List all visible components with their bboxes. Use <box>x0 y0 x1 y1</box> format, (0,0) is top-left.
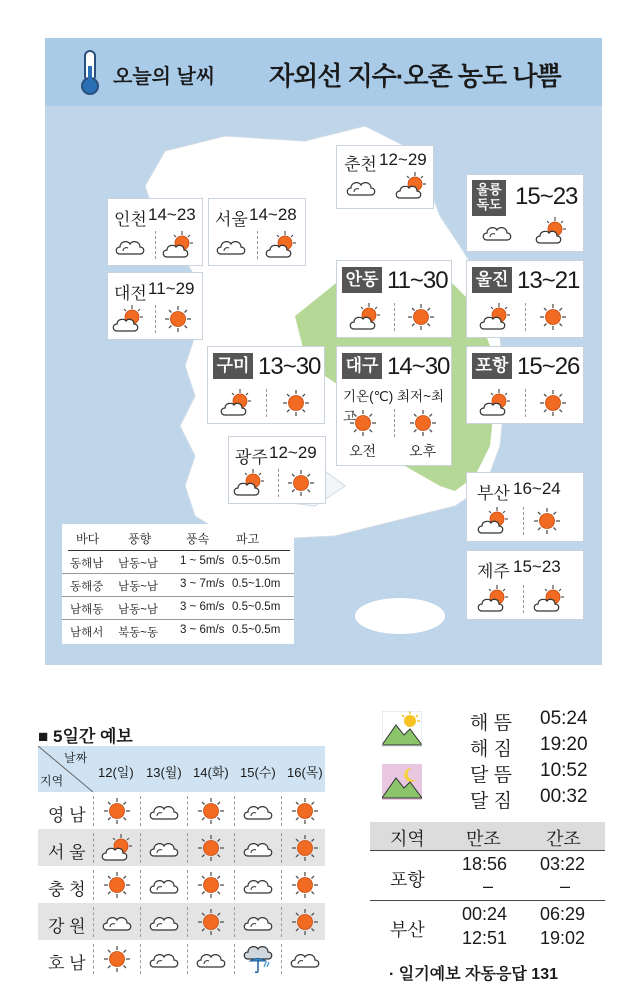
day-header: 12(일) <box>98 765 134 780</box>
sunset-time: 19:20 <box>540 734 588 755</box>
sea-table: 바다 풍향 풍속 파고 동해남 남동~남 1 ~ 5m/s 0.5~0.5m 동해중 남동~남 3 ~ 7m/s 0.5~1.0m 남해동 남동~남 3 ~ 6m/s 0.5~0.5m 남해서 북동~동 3 ~ 6m/s 0.5~0.5m <box>62 524 294 644</box>
moonrise-time: 10:52 <box>540 760 588 781</box>
partly-sunny-icon <box>479 389 511 422</box>
sunny-icon <box>164 305 192 338</box>
city-tag-ulleung: 울릉 독도 <box>472 180 506 216</box>
moonset-time: 00:32 <box>540 786 588 807</box>
sunny-icon <box>197 797 225 825</box>
city-card-daejeon: 대전 11~29 <box>107 272 203 340</box>
city-tag-uljin: 울진 <box>472 267 512 293</box>
city-card-uljin: 울진 13~21 <box>466 260 584 338</box>
partly-sunny-icon <box>265 231 297 264</box>
sunny-icon <box>349 409 377 442</box>
cloudy-icon <box>148 800 180 822</box>
sunny-icon <box>407 303 435 336</box>
sea-row: 동해중 남동~남 3 ~ 7m/s 0.5~1.0m <box>62 574 294 597</box>
day-header: 15(수) <box>240 765 276 780</box>
city-card-busan: 부산 16~24 <box>466 472 584 542</box>
sunny-icon <box>291 871 319 899</box>
partly-sunny-icon <box>533 585 565 618</box>
sunny-icon <box>291 797 319 825</box>
city-card-seoul: 서울 14~28 <box>208 198 306 266</box>
sunny-icon <box>103 797 131 825</box>
sunny-icon <box>287 469 315 502</box>
partly-sunny-icon <box>162 231 194 264</box>
day-header: 14(화) <box>193 765 229 780</box>
sea-row: 남해서 북동~동 3 ~ 6m/s 0.5~0.5m <box>70 624 281 639</box>
sunny-icon <box>282 389 310 422</box>
auto-response-number: · 일기예보 자동응답 131 <box>389 966 559 983</box>
partly-sunny-icon <box>112 305 144 338</box>
sunny-icon <box>533 507 561 540</box>
city-card-chuncheon: 춘천 12~29 <box>336 145 434 209</box>
forecast-region: 서 울 <box>48 843 86 862</box>
sunny-icon <box>197 908 225 936</box>
tide-region: 부산 <box>390 920 425 940</box>
title-bar <box>45 38 602 106</box>
cloudy-icon <box>345 176 377 203</box>
sunrise-time: 05:24 <box>540 708 588 729</box>
sunny-icon <box>539 389 567 422</box>
city-card-gumi: 구미 13~30 <box>207 346 325 424</box>
cloudy-icon <box>481 221 513 248</box>
sunny-icon <box>409 409 437 442</box>
forecast-row <box>38 792 325 829</box>
sunny-icon <box>539 303 567 336</box>
partly-sunny-icon <box>477 507 509 540</box>
cloudy-icon <box>195 948 227 970</box>
moonrise-icon <box>382 764 422 800</box>
day-header: 16(목) <box>287 765 323 780</box>
cloudy-icon <box>242 837 274 859</box>
partly-sunny-icon <box>101 834 133 862</box>
city-card-incheon: 인천 14~23 <box>107 198 203 266</box>
sunny-icon <box>197 871 225 899</box>
legend-temp-label: 기온(℃) 최저~최고 <box>343 389 444 424</box>
cloudy-icon <box>242 800 274 822</box>
cloudy-icon <box>148 874 180 896</box>
forecast-row <box>38 903 325 940</box>
cloudy-icon <box>242 911 274 933</box>
cloudy-icon <box>148 911 180 933</box>
sunset-label: 해 짐 <box>470 739 512 760</box>
legend-pm: 오후 <box>409 443 437 459</box>
jeju-island <box>355 598 445 634</box>
tide-region: 포항 <box>390 870 425 890</box>
forecast-region: 충 청 <box>48 880 86 899</box>
city-card-andong: 안동 11~30 <box>336 260 452 338</box>
cloudy-icon <box>148 948 180 970</box>
sunrise-label: 해 뜸 <box>470 713 512 734</box>
sunny-icon <box>291 908 319 936</box>
moonrise-label: 달 뜸 <box>470 765 512 786</box>
sunrise-icon <box>382 711 422 747</box>
city-card-pohang: 포항 15~26 <box>466 346 584 424</box>
partly-sunny-icon <box>535 217 567 250</box>
cloudy-icon <box>289 948 321 970</box>
title-left: 오늘의 날씨 <box>113 66 216 88</box>
city-tag-pohang: 포항 <box>472 353 512 379</box>
sunny-icon <box>103 945 131 973</box>
forecast-region: 영 남 <box>48 806 86 825</box>
city-card-ulleung: 울릉 독도 15~23 <box>466 174 584 252</box>
cloudy-icon <box>101 911 133 933</box>
forecast-row <box>38 866 325 903</box>
title-right: 자외선 지수·오존 농도 나쁨 <box>269 61 561 91</box>
city-tag-gumi: 구미 <box>213 353 253 379</box>
sea-row: 동해남 남동~남 1 ~ 5m/s 0.5~0.5m <box>62 551 294 574</box>
corner-top: 날짜 <box>64 751 88 765</box>
moonset-label: 달 짐 <box>470 791 512 812</box>
cloudy-icon <box>114 235 146 262</box>
rain-icon <box>242 944 274 974</box>
cloudy-icon <box>242 874 274 896</box>
city-card-daegu: 대구 14~30 기온(℃) 최저~최고 오전 오후 <box>336 346 452 466</box>
sunny-icon <box>291 834 319 862</box>
sunny-icon <box>197 834 225 862</box>
forecast-title: ■ 5일간 예보 <box>38 727 133 746</box>
forecast-row <box>38 940 325 977</box>
partly-sunny-icon <box>395 172 427 205</box>
partly-sunny-icon <box>479 303 511 336</box>
forecast-region: 호 남 <box>48 954 86 973</box>
partly-sunny-icon <box>220 389 252 422</box>
sunny-icon <box>103 871 131 899</box>
forecast-row <box>38 829 325 866</box>
thermometer-icon <box>75 48 105 98</box>
city-card-gwangju: 광주 12~29 <box>228 436 326 504</box>
city-card-jeju: 제주 15~23 <box>466 550 584 620</box>
cloudy-icon <box>215 235 247 262</box>
partly-sunny-icon <box>233 469 265 502</box>
corner-bottom: 지역 <box>40 774 64 788</box>
legend-am: 오전 <box>349 443 377 459</box>
city-tag-daegu: 대구 <box>342 353 382 379</box>
forecast-region: 강 원 <box>48 917 86 936</box>
day-header: 13(월) <box>146 765 182 780</box>
partly-sunny-icon <box>349 303 381 336</box>
city-tag-andong: 안동 <box>342 267 382 293</box>
cloudy-icon <box>148 837 180 859</box>
sea-row: 남해동 남동~남 3 ~ 6m/s 0.5~0.5m <box>62 597 294 620</box>
partly-sunny-icon <box>477 585 509 618</box>
